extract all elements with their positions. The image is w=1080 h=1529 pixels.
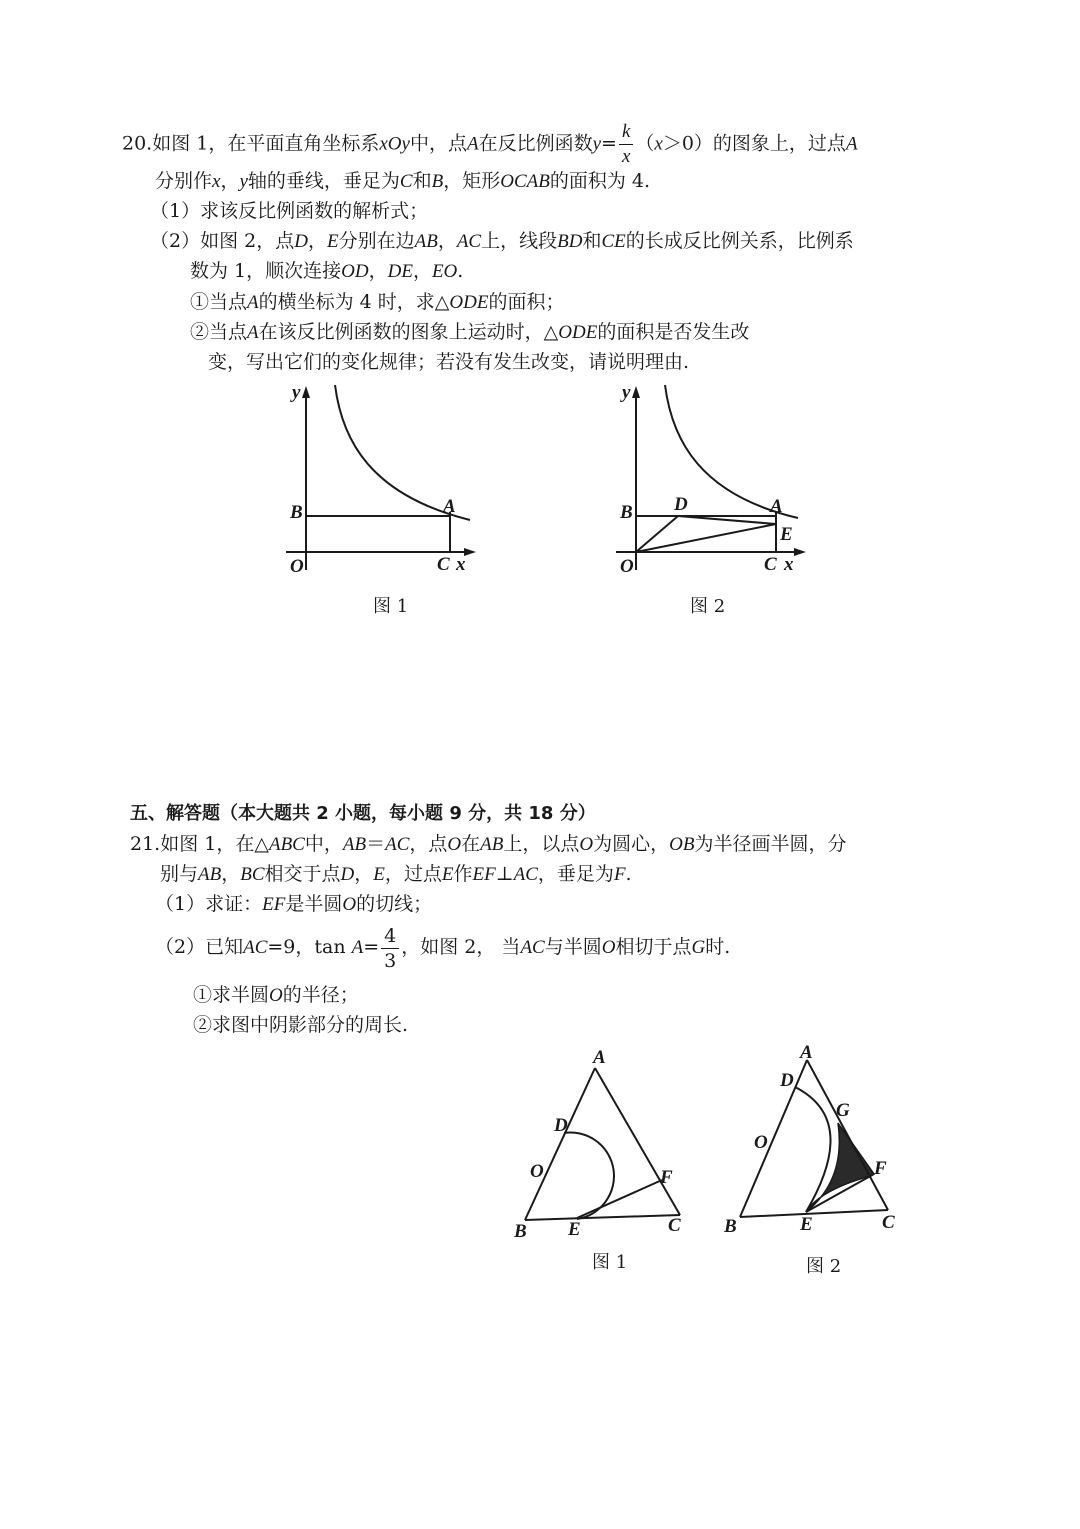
label-D: D bbox=[780, 1070, 794, 1091]
segment-BC bbox=[525, 1215, 680, 1220]
q21-part-1: ①求半圆O的半径； bbox=[193, 984, 359, 1006]
label-B: B bbox=[724, 1216, 737, 1237]
q20-sub-1: （1）求该反比例函数的解析式； bbox=[150, 200, 429, 222]
q20-number: 20. bbox=[122, 132, 153, 155]
label-O: O bbox=[290, 556, 304, 577]
q20-line-2: 分别作x，y轴的垂线，垂足为C和B，矩形OCAB的面积为 4. bbox=[155, 170, 651, 192]
label-y: y bbox=[622, 382, 631, 403]
segment-AB bbox=[740, 1060, 807, 1217]
label-y: y bbox=[292, 382, 301, 403]
label-x: x bbox=[456, 554, 466, 575]
q21-sub-1: （1）求证：EF是半圆O的切线； bbox=[155, 893, 433, 915]
y-axis-arrow bbox=[632, 386, 640, 398]
q21-figure-2 bbox=[720, 1040, 920, 1240]
q21-figure-2-caption: 图 2 bbox=[806, 1256, 842, 1277]
label-D: D bbox=[554, 1115, 568, 1136]
x-axis-arrow bbox=[794, 548, 806, 556]
label-O: O bbox=[754, 1132, 768, 1153]
q21-figure-1-caption: 图 1 bbox=[592, 1252, 628, 1273]
label-O: O bbox=[530, 1161, 544, 1182]
section-5-title: 五、解答题（本大题共 2 小题，每小题 9 分，共 18 分） bbox=[130, 803, 596, 824]
q21-line-2: 别与AB，BC相交于点D，E，过点E作EF⊥AC，垂足为F. bbox=[160, 863, 632, 885]
label-C: C bbox=[668, 1215, 681, 1236]
segment-EO bbox=[636, 524, 776, 552]
q20-line-1: 20.如图 1，在平面直角坐标系xOy中，点A在反比例函数y= $\frac{k}{x}$ （x＞0）的图象上，过点A bbox=[122, 121, 858, 167]
label-C: C bbox=[764, 554, 777, 575]
q20-figure-2 bbox=[610, 380, 810, 580]
q21-part-2: ②求图中阴影部分的周长. bbox=[193, 1014, 409, 1036]
label-A: A bbox=[770, 496, 783, 517]
label-A: A bbox=[593, 1047, 606, 1068]
label-A: A bbox=[800, 1042, 813, 1063]
q20-sub-2-cont: 数为 1，顺次连接OD，DE，EO. bbox=[190, 260, 464, 282]
q21-figure-1 bbox=[510, 1045, 710, 1245]
label-D: D bbox=[674, 494, 688, 515]
q20-part-1: ①当点A的横坐标为 4 时，求△ODE的面积； bbox=[190, 291, 565, 313]
fraction-4-over-3: $\frac{4}{3}$ bbox=[381, 924, 399, 973]
label-A: A bbox=[443, 496, 456, 517]
label-E: E bbox=[568, 1219, 581, 1240]
label-F: F bbox=[874, 1158, 887, 1179]
q21-sub-2: （2）已知AC=9，tan A= $\frac{4}{3}$ ，如图 2， 当AC与半圆O相切于点G时. bbox=[155, 924, 731, 972]
q20-figure-1 bbox=[280, 380, 480, 580]
label-E: E bbox=[780, 524, 793, 545]
segment-AB bbox=[525, 1068, 595, 1220]
shaded-region bbox=[806, 1123, 874, 1212]
fraction-k-over-x: $\frac{k}{x}$ bbox=[619, 120, 633, 169]
q20-figure-2-caption: 图 2 bbox=[690, 596, 726, 617]
q21-line-1: 21.如图 1，在△ABC中，AB＝AC，点O在AB上，以点O为圆心，OB为半径画半圆，分 bbox=[130, 833, 847, 855]
label-E: E bbox=[800, 1214, 813, 1235]
segment-EF bbox=[577, 1180, 662, 1218]
label-G: G bbox=[836, 1100, 850, 1121]
segment-AC bbox=[595, 1068, 680, 1215]
segment-DE bbox=[678, 516, 776, 524]
label-C: C bbox=[437, 554, 450, 575]
q20-sub-2: （2）如图 2，点D，E分别在边AB，AC上，线段BD和CE的长成反比例关系，比例系 bbox=[150, 230, 854, 252]
label-C: C bbox=[882, 1212, 895, 1233]
label-B: B bbox=[514, 1221, 527, 1242]
q21-number: 21. bbox=[130, 833, 161, 855]
q20-part-2: ②当点A在该反比例函数的图象上运动时，△ODE的面积是否发生改 bbox=[190, 321, 750, 343]
q20-figure-1-caption: 图 1 bbox=[373, 596, 409, 617]
label-B: B bbox=[290, 502, 303, 523]
label-F: F bbox=[660, 1167, 673, 1188]
segment-BC bbox=[740, 1210, 888, 1217]
label-B: B bbox=[620, 502, 633, 523]
x-axis-arrow bbox=[464, 548, 476, 556]
y-axis-arrow bbox=[302, 386, 310, 398]
semicircle-O bbox=[564, 1133, 614, 1219]
q20-part-2-cont: 变，写出它们的变化规律；若没有发生改变，请说明理由. bbox=[208, 351, 690, 373]
label-O: O bbox=[620, 556, 634, 577]
label-x: x bbox=[784, 554, 794, 575]
segment-OD bbox=[636, 516, 678, 552]
